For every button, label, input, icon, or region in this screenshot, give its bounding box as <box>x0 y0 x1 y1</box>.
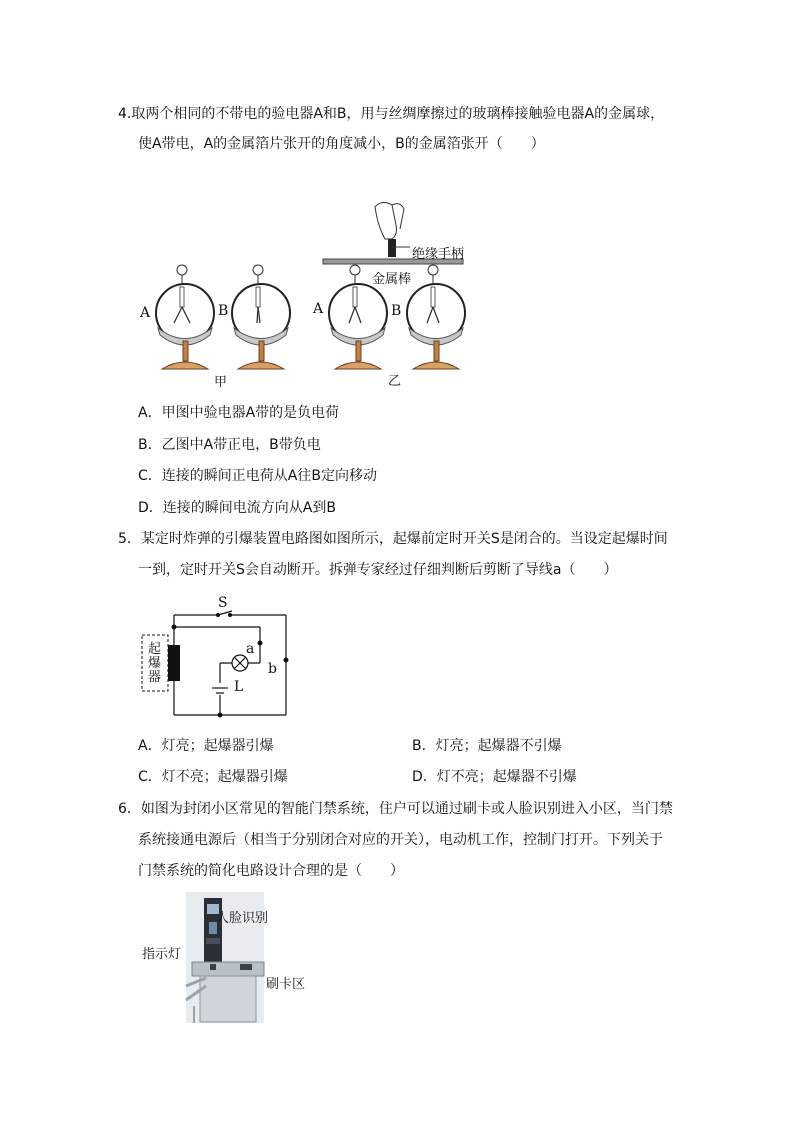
label-indicator-light: 指示灯 <box>142 947 182 962</box>
q5-option-b: B．灯亮；起爆器不引爆 <box>412 738 562 754</box>
q5-stem-line2: 一到，定时开关S会自动断开。拆弹专家经过仔细判断后剪断了导线a（ ） <box>138 562 618 578</box>
q5-option-a: A．灯亮；起爆器引爆 <box>138 738 274 754</box>
label-a-yi: A <box>313 301 324 317</box>
q4-electroscope-figure <box>130 195 480 395</box>
wire-label-b: b <box>268 661 277 677</box>
q4-option-c: C．连接的瞬间正电荷从A往B定向移动 <box>138 468 377 484</box>
label-b-yi: B <box>391 303 402 319</box>
q6-gate-photo <box>140 890 310 1024</box>
q6-stem-line1: 6．如图为封闭小区常见的智能门禁系统，住户可以通过刷卡或人脸识别进入小区，当门禁 <box>118 801 673 817</box>
q5-option-d: D．灯不亮；起爆器不引爆 <box>412 769 577 785</box>
q4-stem-line1: 4.取两个相同的不带电的验电器A和B，用与丝绸摩擦过的玻璃棒接触验电器A的金属球， <box>118 106 665 122</box>
lamp-label-l: L <box>234 679 244 695</box>
label-metal-rod: 金属棒 <box>372 272 412 287</box>
label-a-jia: A <box>140 305 151 321</box>
q6-stem-line3: 门禁系统的简化电路设计合理的是（ ） <box>138 863 404 879</box>
detonator-char-2: 爆 <box>148 656 162 671</box>
wire-label-a: a <box>246 641 255 657</box>
q4-stem-line2: 使A带电，A的金属箔片张开的角度减小，B的金属箔张开（ ） <box>138 136 545 152</box>
electroscope-a-left <box>156 265 214 369</box>
label-insulated-handle: 绝缘手柄 <box>412 247 465 262</box>
caption-jia: 甲 <box>214 375 228 390</box>
electroscope-b-left <box>232 265 290 369</box>
label-b-jia: B <box>218 303 229 319</box>
detonator-char-3: 器 <box>148 670 162 685</box>
electroscope-b-right <box>407 265 465 369</box>
q4-option-a: A．甲图中验电器A带的是负电荷 <box>138 405 340 421</box>
switch-label-s: S <box>218 595 228 611</box>
detonator-char-1: 起 <box>148 642 162 657</box>
q4-option-b: B．乙图中A带正电，B带负电 <box>138 437 321 453</box>
label-face-recognition: 人脸识别 <box>216 911 269 926</box>
q5-option-c: C．灯不亮；起爆器引爆 <box>138 769 288 785</box>
q5-circuit-figure <box>138 595 298 725</box>
label-card-area: 刷卡区 <box>266 977 306 992</box>
q6-stem-line2: 系统接通电源后（相当于分别闭合对应的开关），电动机工作，控制门打开。下列关于 <box>138 832 663 848</box>
q4-option-d: D．连接的瞬间电流方向从A到B <box>138 500 336 516</box>
caption-yi: 乙 <box>388 374 402 389</box>
q5-stem-line1: 5．某定时炸弹的引爆装置电路图如图所示，起爆前定时开关S是闭合的。当设定起爆时间 <box>118 531 668 547</box>
